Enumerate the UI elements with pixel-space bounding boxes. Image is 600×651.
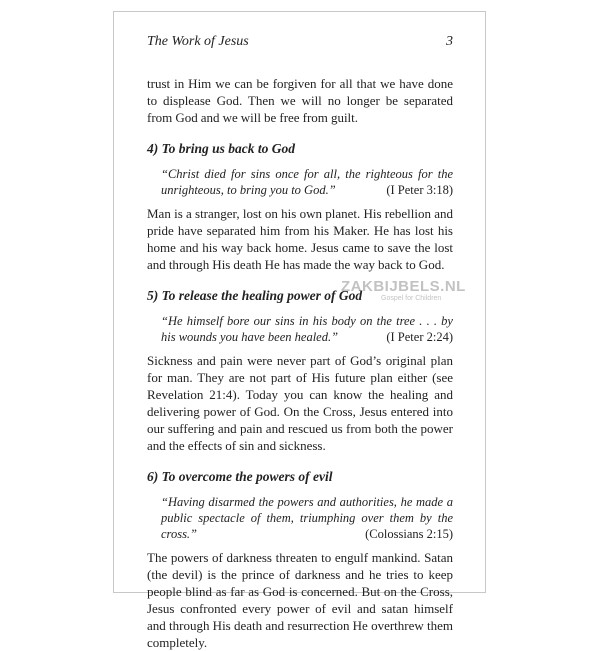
running-head (147, 33, 453, 53)
section-4-quote (147, 166, 453, 198)
watermark-tagline: Gospel for Children (381, 295, 442, 302)
section-5-reference: (I Peter 2:24) (386, 330, 453, 344)
section-6-quote-text: “Having disarmed the powers and authorities, he made a public spectacle of them, triumphing over them by the cross.” (161, 495, 453, 541)
section-4-reference: (I Peter 3:18) (386, 183, 453, 197)
watermark-brand: ZAKBIJBELS.NL (341, 278, 466, 295)
section-6-body: The powers of darkness threaten to engulf mankind. Satan (the devil) is the prince of darkness and he tries to keep people blind as far as God is concerned. But on the Cross, Jesus confronted every power of evil and satan himself and through His death and resurrection He overthrew them completely. (147, 550, 453, 650)
section-4-body: Man is a stranger, lost on his own planet. His rebellion and pride have separated him from his Maker. He has lost his home and his way back home. Jesus came to save the lost and through His death He has made the way back to God. (147, 206, 453, 272)
section-5-body: Sickness and pain were never part of God’s original plan for man. They are not part of His future plan either (see Revelation 21:4). Today you can know the healing and delivering power of God. On the Cross, Jesus entered into our suffering and pain and rescued us from both the power and the effects of sin and sickness. (147, 353, 453, 453)
intro-paragraph: trust in Him we can be forgiven for all that we have done to displease God. Then we will no longer be separated from God and we will be free from guilt. (147, 76, 453, 125)
section-4-heading: 4) To bring us back to God (147, 141, 296, 156)
section-4-quote-text: “Christ died for sins once for all, the righteous for the unrighteous, to bring you to God.” (161, 167, 453, 197)
section-5-heading: 5) To release the healing power of God (147, 288, 363, 303)
section-6-reference: (Colossians 2:15) (365, 527, 453, 541)
section-6-heading: 6) To overcome the powers of evil (147, 469, 333, 484)
section-5-quote (147, 313, 453, 345)
section-6-quote (147, 494, 453, 542)
running-title: The Work of Jesus (147, 34, 249, 49)
page-content (147, 75, 453, 651)
section-5-quote-text: “He himself bore our sins in his body on the tree . . . by his wounds you have been healed.” (161, 314, 453, 344)
page-number: 3 (446, 34, 453, 49)
